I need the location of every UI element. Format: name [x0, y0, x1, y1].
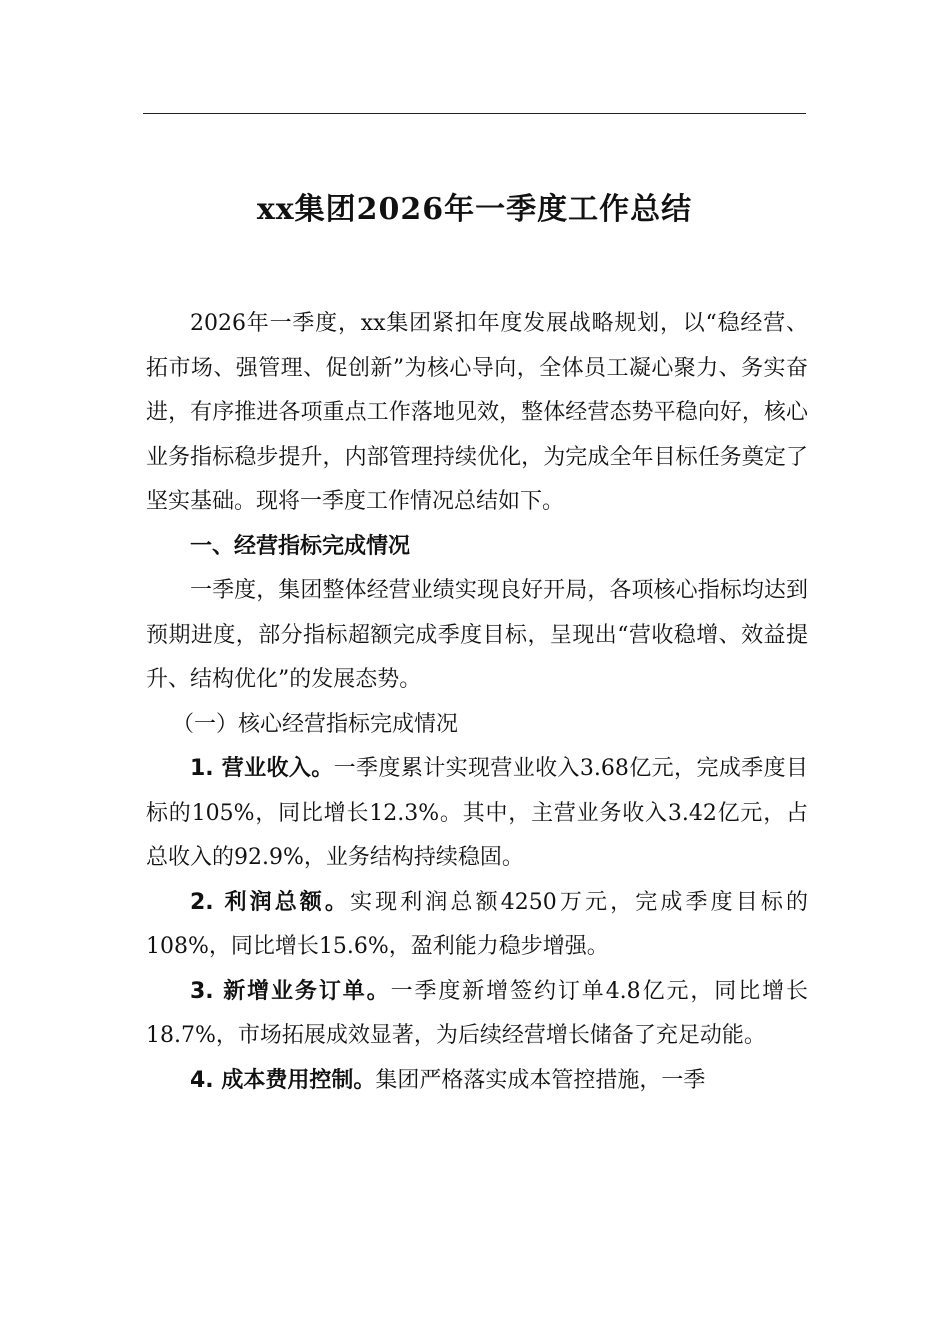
item-paragraph-cost — [146, 1059, 808, 1104]
item-paragraph-revenue — [146, 747, 808, 881]
item-paragraph-profit — [146, 881, 808, 970]
item-text: 一季度新增签约订单4.8亿元，同比增长18.7%，市场拓展成效显著，为后续经营增长储备了充足动能。 — [146, 978, 808, 1048]
section-paragraph: 一季度，集团整体经营业绩实现良好开局，各项核心指标均达到预期进度，部分指标超额完成季度目标，呈现出“营收稳增、效益提升、结构优化”的发展态势。 — [146, 578, 808, 692]
item-title: 1. 营业收入。 — [190, 756, 334, 781]
item-title: 4. 成本费用控制。 — [190, 1067, 376, 1093]
header-rule — [143, 113, 806, 114]
item-text: 集团严格落实成本管控措施，一季 — [375, 1067, 706, 1093]
section-heading: 一、经营指标完成情况 — [190, 533, 411, 559]
item-title: 3. 新增业务订单。 — [190, 978, 391, 1004]
item-text: 实现利润总额4250万元，完成季度目标的108%，同比增长15.6%，盈利能力稳步增强。 — [146, 889, 808, 959]
item-paragraph-orders — [146, 970, 808, 1059]
item-text: 一季度累计实现营业收入3.68亿元，完成季度目标的105%，同比增长12.3%。其中，主营业务收入3.42亿元，占总收入的92.9%，业务结构持续稳固。 — [146, 756, 808, 870]
intro-paragraph: 2026年一季度，xx集团紧扣年度发展战略规划，以“稳经营、拓市场、强管理、促创新”为核心导向，全体员工凝心聚力、务实奋进，有序推进各项重点工作落地见效，整体经营态势平稳向好，核心业务指标稳步提升，内部管理持续优化，为完成全年目标任务奠定了坚实基础。现将一季度工作情况总结如下。 — [146, 311, 808, 514]
subsection-heading: （一）核心经营指标完成情况 — [172, 711, 459, 737]
item-title: 2. 利润总额。 — [190, 889, 351, 915]
document-title: xx集团2026年一季度工作总结 — [256, 192, 693, 227]
document-body — [146, 302, 808, 1103]
